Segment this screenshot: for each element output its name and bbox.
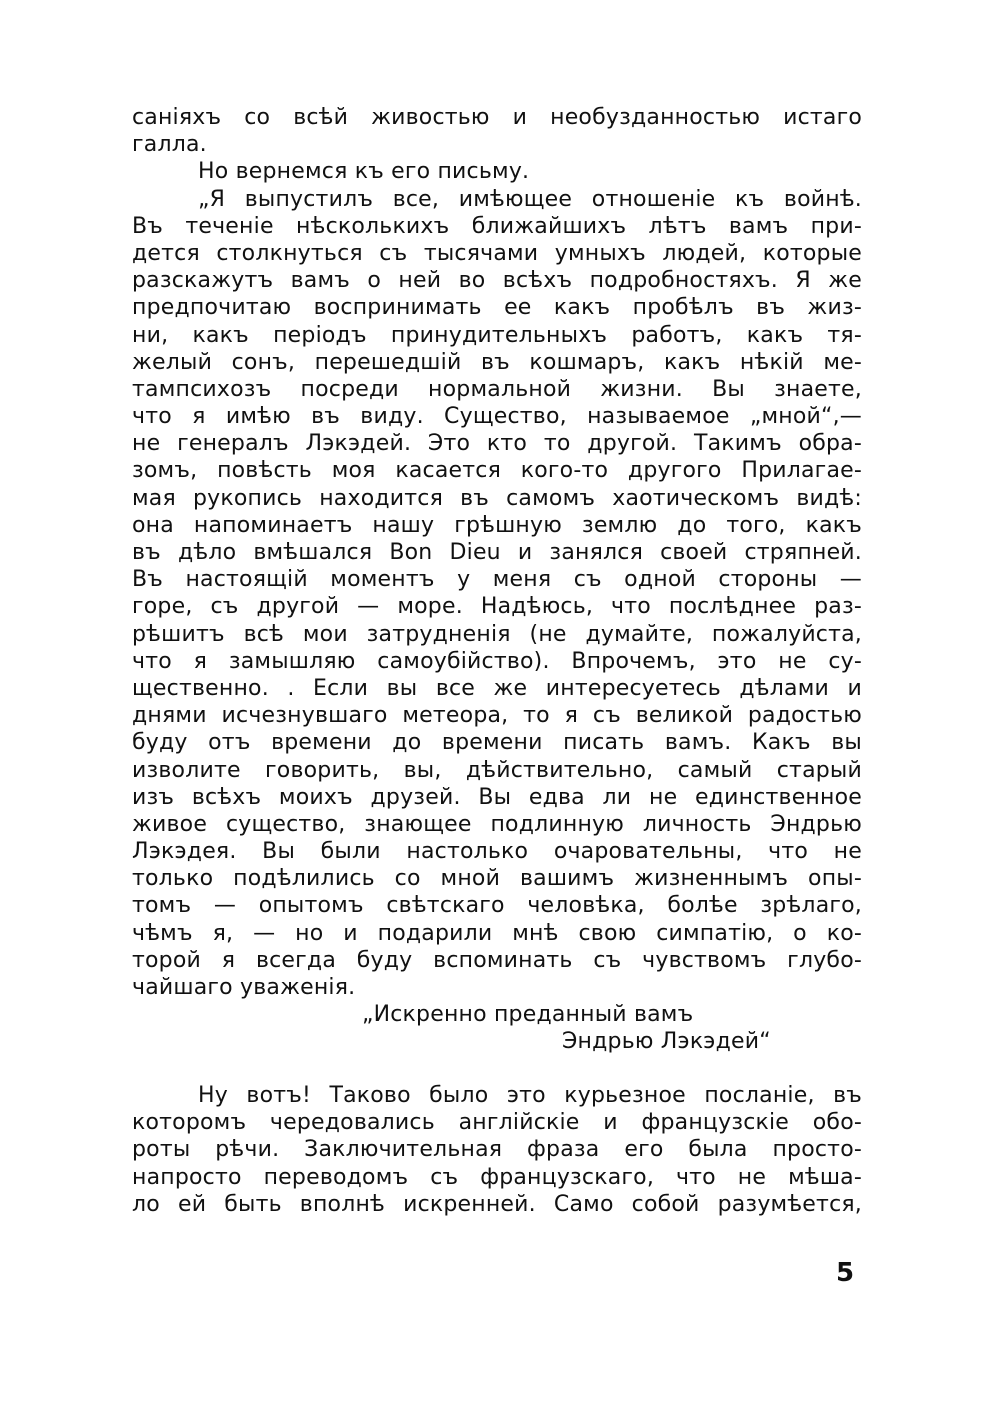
text-line: что я имѣю въ виду. Существо, называемое „мной“,—: [132, 404, 862, 430]
text-line: томъ — опытомъ свѣтскаго человѣка, болѣе зрѣлаго,: [132, 893, 862, 919]
text-line: Но вернемся къ его письму.: [198, 159, 530, 185]
text-line: разскажутъ вамъ о ней во всѣхъ подробностяхъ. Я же: [132, 268, 862, 294]
text-line: буду отъ времени до времени писать вамъ. Какъ вы: [132, 730, 862, 756]
text-line: въ дѣло вмѣшался Bon Dieu и занялся своей стряпней.: [132, 540, 862, 565]
text-line: напросто переводомъ съ французскаго, что не мѣша-: [132, 1164, 862, 1190]
text-line: галла.: [132, 132, 207, 158]
text-line: горе, съ другой — море. Надѣюсь, что послѣднее раз-: [132, 594, 862, 620]
text-line: Лэкэдея. Вы были настолько очаровательны, что не: [132, 839, 862, 865]
letter-text-block: [132, 104, 862, 1056]
text-line: изъ всѣхъ моихъ друзей. Вы едва ли не единственное: [132, 784, 862, 810]
text-line: роты рѣчи. Заключительная фраза его была просто-: [132, 1137, 862, 1163]
text-line: не генералъ Лэкэдей. Это кто то другой. Такимъ обра-: [132, 431, 862, 457]
text-line: Ну вотъ! Таково было это курьезное посланіе, въ: [198, 1083, 862, 1108]
text-line: „Я выпустилъ все, имѣющее отношеніе къ войнѣ.: [198, 186, 862, 212]
text-line: желый сонъ, перешедшій въ кошмаръ, какъ нѣкій ме-: [132, 349, 862, 375]
text-line: что я замышляю самоубійство). Впрочемъ, это не су-: [132, 648, 862, 674]
text-line: торой я всегда буду вспоминать съ чувствомъ глубо-: [132, 947, 862, 973]
text-line: зомъ, повѣсть моя касается кого-то другого Прилагае-: [132, 458, 862, 484]
text-line: изволите говорить, вы, дѣйствительно, самый старый: [132, 757, 862, 783]
text-line: тампсихозъ посреди нормальной жизни. Вы знаете,: [132, 376, 862, 402]
text-line: она напоминаетъ нашу грѣшную землю до того, какъ: [132, 512, 862, 538]
signature-name: Эндрью Лэкэдей“: [562, 1029, 771, 1055]
signature-closing: „Искренно преданный вамъ: [362, 1002, 694, 1028]
text-line: рѣшитъ всѣ мои затрудненія (не думайте, пожалуйста,: [132, 621, 862, 647]
page-number: 5: [836, 1258, 855, 1288]
text-line: щественно. . Если вы все же интересуетесь дѣлами и: [132, 675, 862, 701]
text-line: которомъ чередовались англійскіе и французскіе обо-: [132, 1110, 862, 1136]
text-line: ло ей быть вполнѣ искренней. Само собой разумѣется,: [132, 1191, 862, 1217]
text-line: ни, какъ періодъ принудительныхъ работъ, какъ тя-: [132, 322, 862, 348]
text-line: Въ настоящій моментъ у меня съ одной стороны —: [132, 567, 862, 593]
text-line: предпочитаю воспринимать ее какъ пробѣлъ въ жиз-: [132, 295, 862, 321]
text-line: чайшаго уваженія.: [132, 975, 356, 1000]
text-line: мая рукопись находится въ самомъ хаотическомъ видѣ:: [132, 485, 862, 511]
text-line: живое существо, знающее подлинную личность Эндрью: [132, 811, 862, 837]
text-line: дется столкнуться съ тысячами умныхъ людей, которые: [132, 240, 862, 266]
text-line: чѣмъ я, — но и подарили мнѣ свою симпатію, о ко-: [132, 920, 862, 946]
text-line: только подѣлились со мной вашимъ жизненнымъ опы-: [132, 866, 862, 892]
text-line: саніяхъ со всѣй живостью и необузданностью истаго: [132, 105, 862, 130]
narrative-text-block: [132, 1082, 862, 1218]
text-line: днями исчезнувшаго метеора, то я съ великой радостью: [132, 703, 862, 729]
text-line: Въ теченіе нѣсколькихъ ближайшихъ лѣтъ вамъ при-: [132, 213, 862, 239]
